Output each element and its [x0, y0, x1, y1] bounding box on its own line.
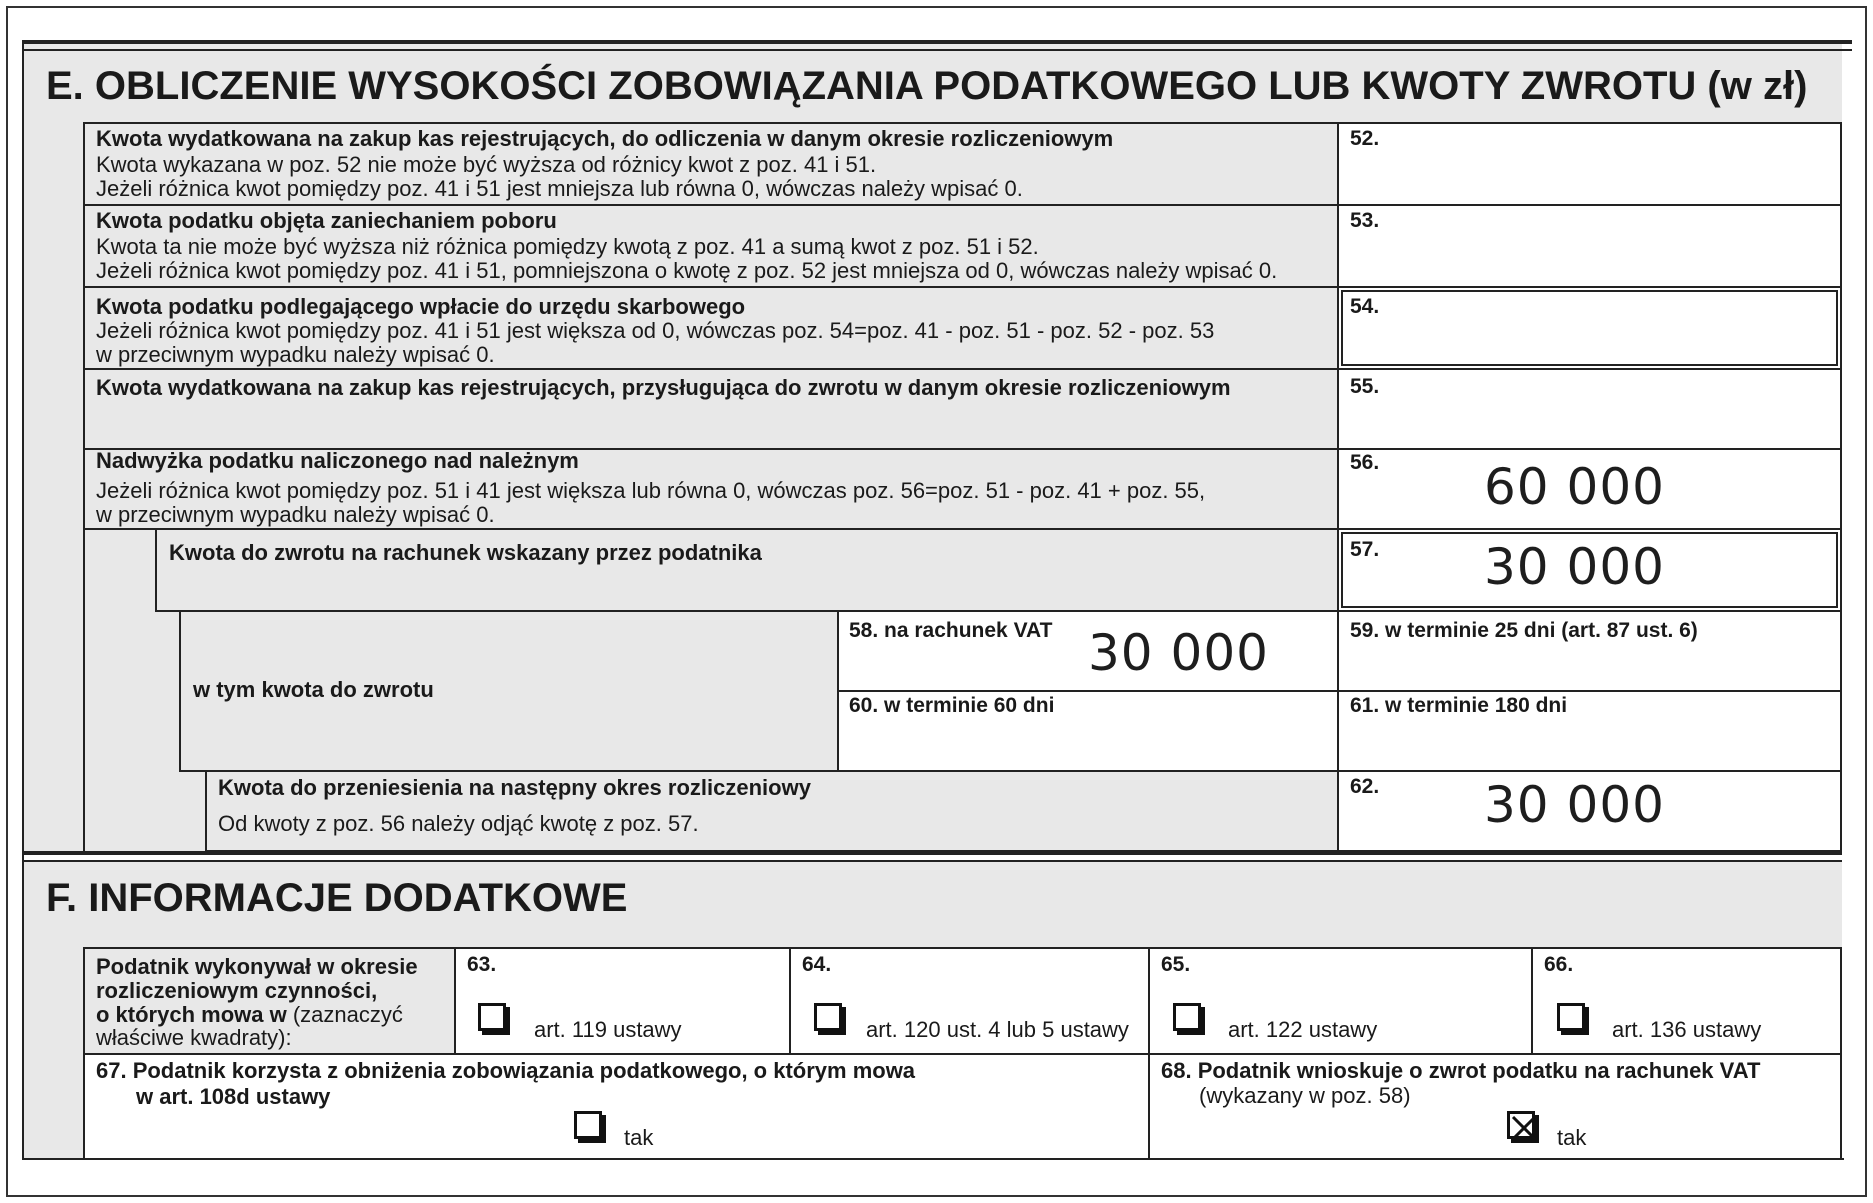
q67-line2: w art. 108d ustawy [136, 1084, 331, 1109]
option-65-label: art. 122 ustawy [1228, 1017, 1378, 1042]
row-56-heading: Nadwyżka podatku naliczonego nad należnym [96, 448, 579, 473]
field-57-value: 30 000 [1484, 538, 1665, 596]
checkbox-65[interactable] [1173, 1003, 1201, 1031]
option-64-label: art. 120 ust. 4 lub 5 ustawy [866, 1017, 1129, 1042]
option-68-label: tak [1557, 1125, 1587, 1150]
activities-label-line3-bold: o których mowa w [96, 1002, 287, 1027]
checkbox-64[interactable] [814, 1003, 842, 1031]
row-57-heading: Kwota do zwrotu na rachunek wskazany przez podatnika [169, 540, 762, 565]
activities-label-line1: Podatnik wykonywał w okresie [96, 954, 418, 979]
section-f-bottom-rule [22, 1158, 1844, 1160]
activities-label-line2: rozliczeniowym czynności, [96, 978, 378, 1003]
q68-line1: 68. Podatnik wnioskuje o zwrot podatku na rachunek VAT [1161, 1058, 1761, 1083]
option-67-label: tak [624, 1125, 654, 1150]
field-52-number: 52. [1350, 127, 1380, 150]
row-54-heading: Kwota podatku podlegającego wpłacie do urzędu skarbowego [96, 294, 746, 319]
row-53-line1: Kwota ta nie może być wyższa niż różnica pomiędzy kwotą z poz. 41 a sumą kwot z poz. 51 i 52. [96, 234, 1039, 259]
field-65-number: 65. [1161, 953, 1191, 976]
field-57-number: 57. [1350, 538, 1380, 561]
field-52-cell[interactable] [1337, 122, 1842, 206]
row-54-line1: Jeżeli różnica kwot pomiędzy poz. 41 i 51 jest większa od 0, wówczas poz. 54=poz. 41 - poz. 51 - poz. 52 - poz. 53 [96, 318, 1215, 343]
w-tym-label: w tym kwota do zwrotu [193, 677, 434, 702]
q67-line1: 67. Podatnik korzysta z obniżenia zobowiązania podatkowego, o którym mowa [96, 1058, 916, 1083]
field-55-cell[interactable] [1337, 368, 1842, 450]
section-f-title: F. INFORMACJE DODATKOWE [46, 876, 628, 920]
field-66-number: 66. [1544, 953, 1574, 976]
rail-1 [83, 528, 85, 852]
field-59-label: 59. w terminie 25 dni (art. 87 ust. 6) [1350, 619, 1698, 642]
field-54-number: 54. [1350, 295, 1380, 318]
row-52-line2: Jeżeli różnica kwot pomiędzy poz. 41 i 51 jest mniejsza lub równa 0, wówczas należy wpisać 0. [96, 176, 1023, 201]
checkmark-x-icon [1510, 1114, 1538, 1142]
field-53-cell[interactable] [1337, 204, 1842, 288]
row-55-heading: Kwota wydatkowana na zakup kas rejestrujących, przysługująca do zwrotu w danym okresie rozliczeniowym [96, 375, 1231, 400]
activities-label-line3-rest: (zaznaczyć [286, 1002, 403, 1027]
row-56-line2: w przeciwnym wypadku należy wpisać 0. [96, 502, 495, 527]
field-62-number: 62. [1350, 775, 1380, 798]
checkbox-66[interactable] [1557, 1003, 1585, 1031]
section-f-top-rule [22, 851, 1842, 855]
option-66-label: art. 136 ustawy [1612, 1017, 1762, 1042]
field-58-label: 58. na rachunek VAT [849, 619, 1053, 642]
row-54-line2: w przeciwnym wypadku należy wpisać 0. [96, 342, 495, 367]
row-53-heading: Kwota podatku objęta zaniechaniem poboru [96, 208, 557, 233]
row-53-line2: Jeżeli różnica kwot pomiędzy poz. 41 i 51, pomniejszona o kwotę z poz. 52 jest mniejsza od 0, wówczas należy wpisać 0. [96, 258, 1278, 283]
field-63-number: 63. [467, 953, 497, 976]
section-e-top-rule-thin [22, 49, 1852, 51]
q68-line2: (wykazany w poz. 58) [1199, 1083, 1411, 1108]
checkbox-63[interactable] [478, 1003, 506, 1031]
row-52-heading: Kwota wydatkowana na zakup kas rejestrujących, do odliczenia w danym okresie rozliczeniowym [96, 126, 1114, 151]
field-61-label: 61. w terminie 180 dni [1350, 694, 1568, 717]
field-53-number: 53. [1350, 209, 1380, 232]
field-58-value: 30 000 [1088, 624, 1269, 682]
field-64-number: 64. [802, 953, 832, 976]
field-56-number: 56. [1350, 451, 1380, 474]
section-e-top-rule [22, 40, 1852, 44]
field-60-label: 60. w terminie 60 dni [849, 694, 1055, 717]
field-55-number: 55. [1350, 375, 1380, 398]
field-62-value: 30 000 [1484, 776, 1665, 834]
field-56-value: 60 000 [1484, 458, 1665, 516]
row-62-line1: Od kwoty z poz. 56 należy odjąć kwotę z poz. 57. [218, 811, 699, 836]
checkbox-67[interactable] [574, 1111, 602, 1139]
checkbox-68[interactable] [1507, 1111, 1535, 1139]
field-54-inner-frame [1341, 290, 1838, 366]
row-56-line1: Jeżeli różnica kwot pomiędzy poz. 51 i 41 jest większa lub równa 0, wówczas poz. 56=poz. 51 - poz. 41 + poz. 55, [96, 478, 1206, 503]
section-e-title: E. OBLICZENIE WYSOKOŚCI ZOBOWIĄZANIA PODATKOWEGO LUB KWOTY ZWROTU (w zł) [46, 64, 1808, 108]
activities-label-line4: właściwe kwadraty): [96, 1025, 292, 1050]
row-52-line1: Kwota wykazana w poz. 52 nie może być wyższa od różnicy kwot z poz. 41 i 51. [96, 152, 877, 177]
row-62-heading: Kwota do przeniesienia na następny okres rozliczeniowy [218, 775, 811, 800]
option-63-label: art. 119 ustawy [534, 1017, 682, 1042]
